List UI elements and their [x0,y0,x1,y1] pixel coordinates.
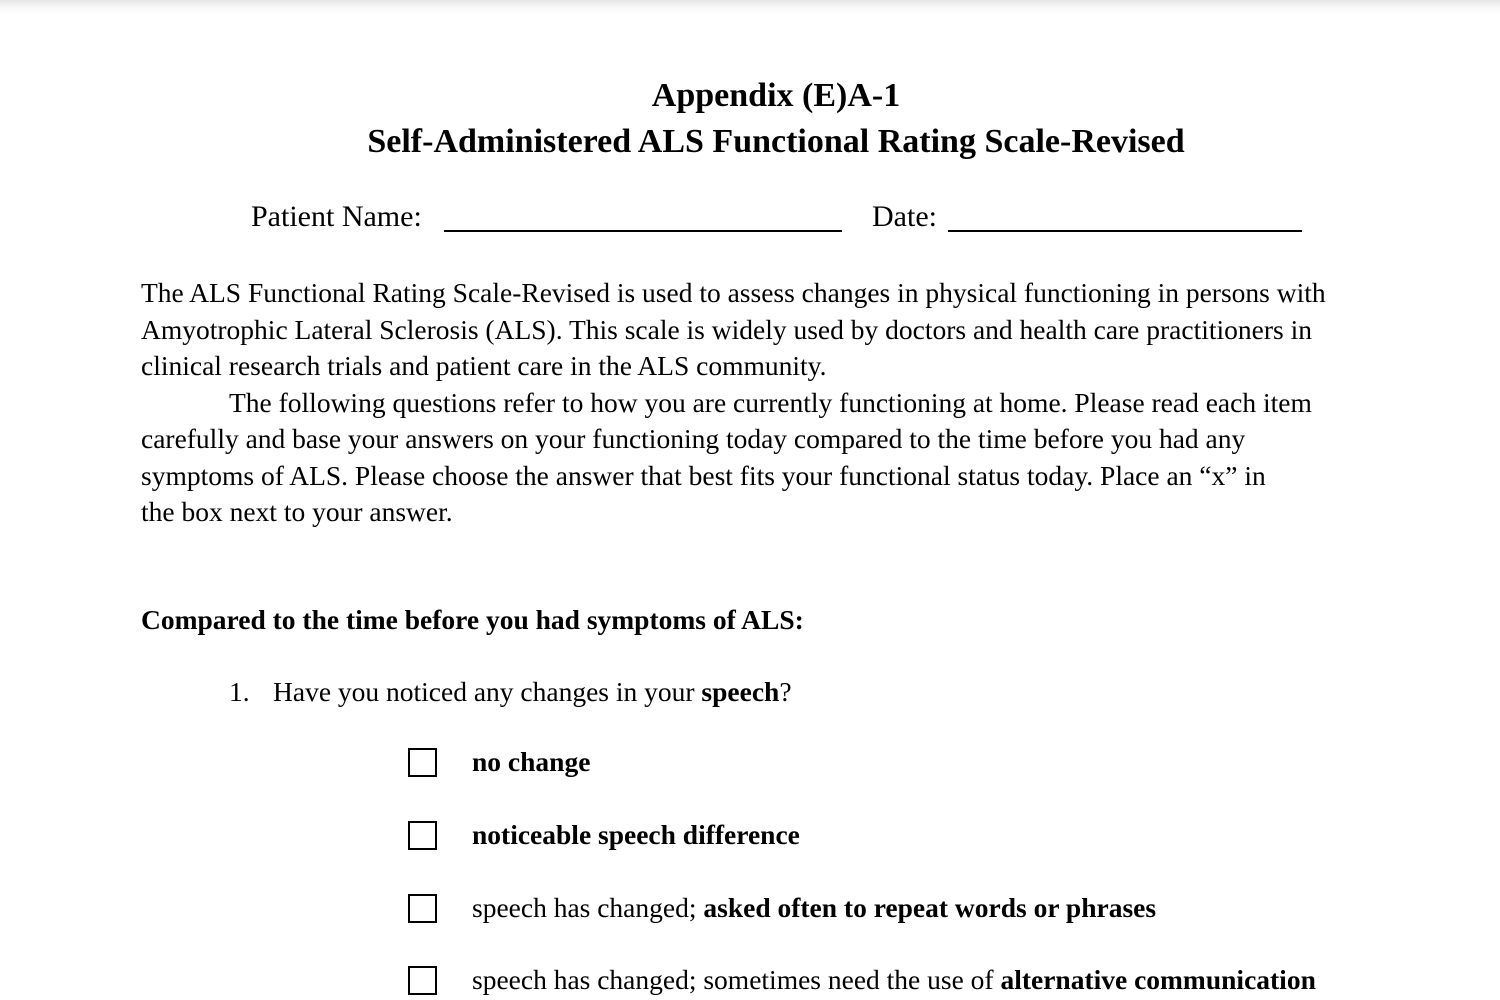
document-title: Self-Administered ALS Functional Rating Scale-Revised [367,123,1185,160]
intro-line: Amyotrophic Lateral Sclerosis (ALS). This scale is widely used by doctors and health care practitioners in [141,313,1312,345]
answer-label-bold: noticeable speech difference [472,819,800,850]
question-text-bold: speech [701,676,780,707]
answer-label [472,962,1316,998]
intro-line: The following questions refer to how you are currently functioning at home. Please read each item [229,386,1312,418]
intro-line: carefully and base your answers on your functioning today compared to the time before you had any [141,423,1246,454]
answer-option [408,892,1468,928]
question-text-post: ? [779,676,792,707]
answer-checkbox[interactable] [408,894,437,923]
date-field[interactable] [948,230,1302,232]
page-top-shadow [0,0,1500,14]
answer-option [408,964,1468,1000]
intro-line: symptoms of ALS. Please choose the answer that best fits your functional status today. Place an “x” in [141,459,1266,491]
answer-label [472,890,1156,926]
answer-label-plain: speech has changed; sometimes need the use of [472,964,1001,995]
intro-paragraph [141,275,1416,531]
answer-option [408,746,1468,782]
answer-label-bold: asked often to repeat words or phrases [703,892,1157,923]
answer-label-bold: alternative communication [1000,964,1316,995]
answer-label-bold: no change [472,746,591,777]
answer-checkbox[interactable] [408,821,437,850]
question-text [273,674,792,710]
question-text-pre: Have you noticed any changes in your [273,676,702,707]
answer-label [472,744,590,780]
intro-line: the box next to your answer. [141,496,453,527]
question-number: 1. [229,676,250,707]
answer-checkbox[interactable] [408,966,437,995]
intro-line: The ALS Functional Rating Scale-Revised is used to assess changes in physical functioning in persons with [141,277,1326,308]
answer-checkbox[interactable] [408,748,437,777]
section-heading: Compared to the time before you had symptoms of ALS: [141,604,804,635]
answer-option [408,819,1468,855]
patient-name-label: Patient Name: [251,200,422,233]
patient-name-field[interactable] [444,230,842,232]
appendix-label: Appendix (E)A-1 [651,77,901,114]
intro-line: clinical research trials and patient care in the ALS community. [141,350,827,381]
date-label: Date: [872,200,937,233]
answer-label-plain: speech has changed; [472,892,704,923]
answer-label [472,817,800,853]
